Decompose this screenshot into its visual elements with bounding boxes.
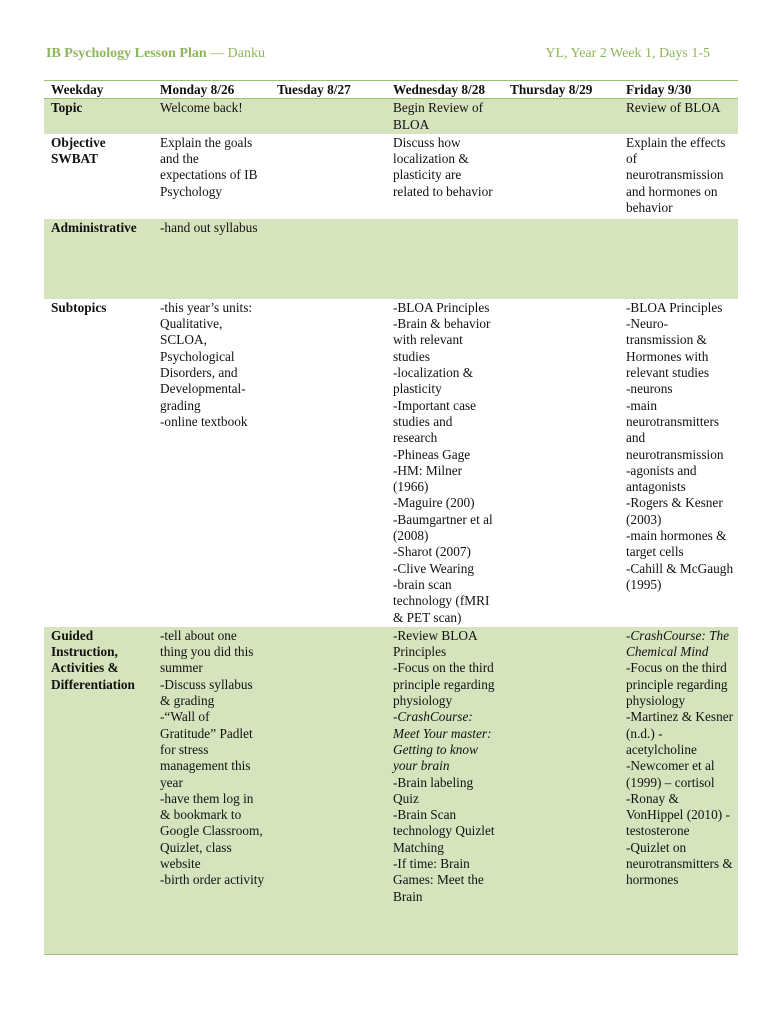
guided-instruction-row [44,627,738,955]
cell-tuesday [270,299,386,627]
cell-thursday [503,299,619,627]
week-info: YL, Year 2 Week 1, Days 1-5 [545,46,710,61]
cell-line: -Important case studies and research [393,397,477,446]
header-thursday: Thursday 8/29 [503,81,619,99]
cell-line: -If time: Brain Games: Meet the Brain [393,856,484,904]
cell-line: -Focus on the third principle regarding physiology [393,660,495,709]
cell-friday [619,299,738,627]
cell-wednesday [386,299,503,627]
cell-line: Objective [51,134,106,150]
cell-line: -tell about one thing you did this summer [160,627,254,676]
cell-monday [153,99,270,134]
cell-line: -Rogers & Kesner (2003) [626,495,723,527]
cell-line: Begin Review of BLOA [393,100,484,132]
cell-line: -main neurotransmitters and neurotransmission [626,397,724,462]
cell-line: Subtopics [51,299,107,315]
cell-tuesday [270,99,386,134]
cell-tuesday [270,219,386,299]
row-label-topic [44,99,153,134]
cell-line: -agonists and antagonists [626,462,697,495]
cell-monday [153,627,270,955]
lesson-plan-title: IB Psychology Lesson Plan [46,46,207,61]
cell-line: -BLOA Principles [393,299,490,315]
cell-line: -Phineas Gage [393,446,471,462]
row-label-administrative [44,219,153,299]
row-label-objective [44,134,153,219]
cell-line: -Sharot (2007) [393,544,471,560]
cell-friday [619,99,738,134]
cell-line: -neurons [626,381,673,397]
cell-line: -main hormones & target cells [626,528,727,560]
lesson-plan-table [44,80,738,955]
cell-line: -online textbook [160,413,248,429]
cell-line: -Brain & behavior with relevant studies [393,316,491,364]
cell-line: -Maguire (200) [393,495,475,511]
cell-thursday [503,99,619,134]
header-monday: Monday 8/26 [153,81,270,99]
topic-row [44,99,738,134]
cell-line: Explain the goals and the expectations of IB Psychology [160,134,258,199]
cell-line: -Clive Wearing [393,560,475,576]
document-title [46,46,265,62]
cell-thursday [503,627,619,955]
cell-line: Review of BLOA [626,100,721,116]
cell-line: -localization & plasticity [393,365,474,397]
cell-line: -have them log in & bookmark to Google Classroom, Quizlet, class website [160,790,263,872]
header-friday: Friday 9/30 [619,81,738,99]
cell-line: Topic [51,100,83,116]
cell-thursday [503,219,619,299]
cell-line: -BLOA Principles [626,299,723,315]
cell-wednesday [386,627,503,955]
cell-thursday [503,134,619,219]
cell-line: -Discuss syllabus & grading [160,676,253,709]
subtopics-row [44,299,738,627]
cell-line: -Quizlet on neurotransmitters & hormones [626,839,733,888]
weekday-header-row [44,81,738,99]
cell-line: -HM: Milner (1966) [393,462,463,495]
cell-line: grading [160,397,201,413]
cell-line: -Neuro-transmission & Hormones with relevant studies [626,316,710,381]
cell-line: -Focus on the third principle regarding physiology [626,660,728,709]
header-weekday: Weekday [44,81,153,99]
cell-line: -CrashCourse: Meet Your master: Getting to know your brain [393,709,492,774]
cell-tuesday [270,627,386,955]
cell-line: -birth order activity [160,872,265,888]
cell-line: Welcome back! [160,100,243,116]
cell-line: -this year’s units: Qualitative, SCLOA, Psychological Disorders, and Developmental- [160,299,253,397]
administrative-row [44,219,738,299]
cell-line: -Newcomer et al (1999) – cortisol [626,758,715,790]
cell-monday [153,134,270,219]
cell-line: -Baumgartner et al (2008) [393,511,493,544]
page-header [46,46,710,66]
cell-wednesday [386,99,503,134]
cell-line: -Ronay & VonHippel (2010) -testosterone [626,790,730,839]
header-tuesday: Tuesday 8/27 [270,81,386,99]
cell-wednesday [386,134,503,219]
cell-line: -Martinez & Kesner (n.d.) - acetylcholine [626,709,734,757]
cell-line: -hand out syllabus [160,219,258,235]
cell-line: -“Wall of Gratitude” Padlet for stress management this year [160,709,253,790]
cell-line: Discuss how localization & plasticity are related to behavior [393,134,493,199]
teacher-name: Danku [227,46,265,61]
cell-tuesday [270,134,386,219]
cell-monday [153,299,270,627]
cell-friday [619,134,738,219]
cell-friday [619,219,738,299]
title-separator: — [206,46,228,61]
cell-line: -Brain Scan technology Quizlet Matching [393,807,495,855]
cell-friday [619,627,738,955]
cell-line: -brain scan technology (fMRI & PET scan) [393,576,490,625]
cell-line: Explain the effects of neurotransmission and hormones on behavior [626,134,726,216]
cell-line: Administrative [51,219,137,235]
cell-monday [153,219,270,299]
cell-line: SWBAT [51,151,99,167]
cell-line: -CrashCourse: The Chemical Mind [626,627,730,660]
cell-line: Guided Instruction, Activities & Differentiation [51,627,135,692]
row-label-guided-instruction [44,627,153,955]
row-label-subtopics [44,299,153,627]
cell-line: -Cahill & McGaugh (1995) [626,560,734,592]
cell-wednesday [386,219,503,299]
objective-row [44,134,738,219]
cell-line: -Review BLOA Principles [393,627,477,660]
cell-line: -Brain labeling Quiz [393,774,474,806]
header-wednesday: Wednesday 8/28 [386,81,503,99]
